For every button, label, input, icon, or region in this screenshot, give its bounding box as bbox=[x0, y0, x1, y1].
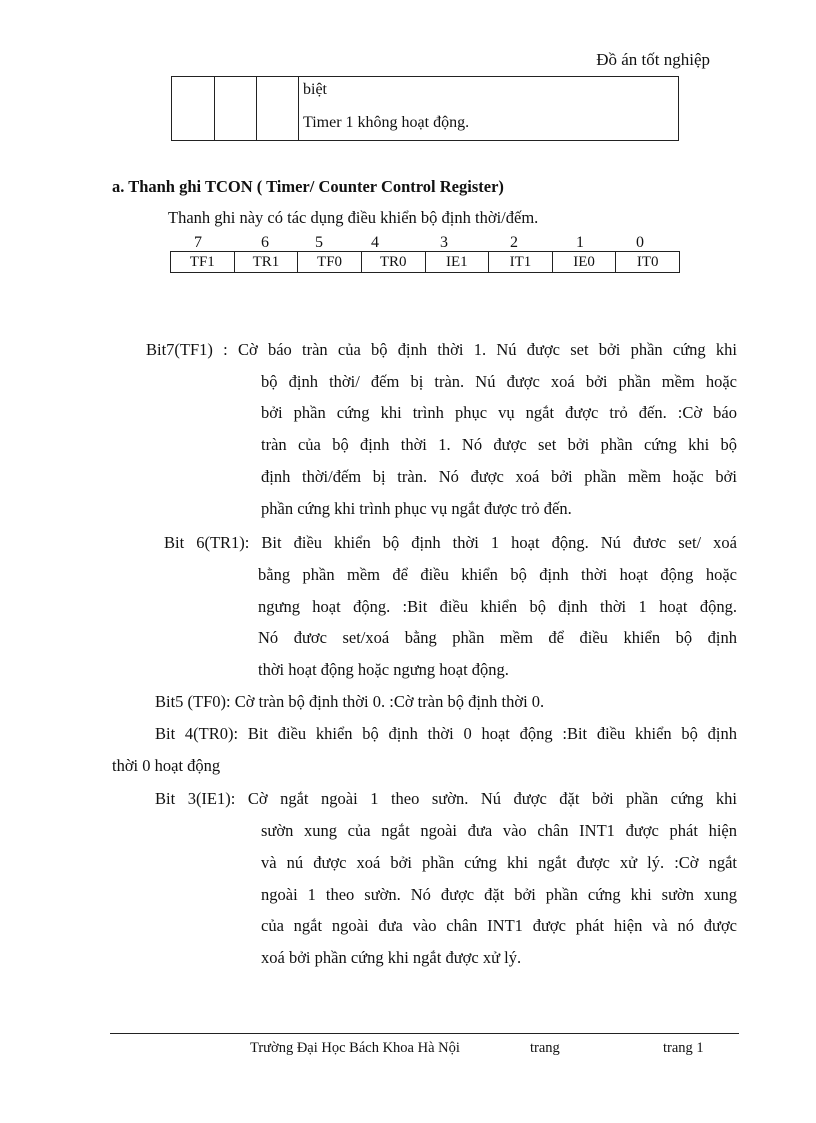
table-cell bbox=[256, 77, 299, 140]
bit-tf1-line: phần cứng khi trình phục vụ ngắt được trỏ đến. bbox=[261, 499, 572, 518]
bit-ie1-line: của ngắt ngoài đưa vào chân INT1 được phát hiện và nó được bbox=[261, 916, 737, 935]
bit-number: 5 bbox=[315, 234, 323, 251]
bit-tr1-line: Nó đươc set/xoá bằng phần mềm để điều khiển bộ định bbox=[258, 628, 737, 647]
register-cell-it1: IT1 bbox=[489, 251, 553, 272]
bit-tr1-line: thời hoạt động hoặc ngưng hoạt động. bbox=[258, 660, 509, 679]
continued-table bbox=[171, 76, 679, 141]
footer-page-number: trang 1 bbox=[663, 1040, 704, 1056]
bit-ie1-line: xoá bởi phần cứng khi ngắt được xử lý. bbox=[261, 948, 522, 967]
bit-number: 4 bbox=[371, 234, 379, 251]
footer-page-label: trang bbox=[530, 1040, 560, 1056]
register-cell-ie0: IE0 bbox=[553, 251, 617, 272]
bit-tr1-line: Bit 6(TR1): Bit điều khiển bộ định thời 1 hoạt động. Nú đươc set/ xoá bbox=[164, 533, 737, 552]
bit-tf0-line: Bit5 (TF0): Cờ tràn bộ định thời 0. :Cờ tràn bộ định thời 0. bbox=[155, 692, 545, 711]
bit-ie1-line: ngoài 1 theo sườn. Nó được đặt bởi phần cứng khi sườn xung bbox=[261, 885, 737, 904]
bit-number: 7 bbox=[194, 234, 202, 251]
table-cell bbox=[214, 77, 257, 140]
register-cell-tf0: TF0 bbox=[298, 251, 362, 272]
bit-tf1-line: tràn của bộ định thời 1. Nó được set bởi phần cứng khi bộ bbox=[261, 435, 737, 454]
intro-paragraph: Thanh ghi này có tác dụng điều khiển bộ định thời/đếm. bbox=[168, 208, 539, 227]
register-cell-tf1: TF1 bbox=[171, 251, 235, 272]
bit-number: 3 bbox=[440, 234, 448, 251]
table-cell bbox=[172, 77, 215, 140]
section-heading: a. Thanh ghi TCON ( Timer/ Counter Control Register) bbox=[112, 177, 504, 196]
bit-tf1-line: bởi phần cứng khi trình phục vụ ngắt được trỏ đến. :Cờ báo bbox=[261, 403, 737, 422]
bit-tr1-line: bằng phần mềm để điều khiển bộ định thời hoạt động hoặc bbox=[258, 565, 737, 584]
bit-ie1-line: sườn xung của ngắt ngoài đưa vào chân INT1 được phát hiện bbox=[261, 821, 737, 840]
bit-ie1-line: Bit 3(IE1): Cờ ngắt ngoài 1 theo sườn. Nú được đặt bởi phần cứng khi bbox=[155, 789, 737, 808]
register-cell-tr1: TR1 bbox=[235, 251, 299, 272]
bit-number: 0 bbox=[636, 234, 644, 251]
bit-tf1-line: bộ định thời/ đếm bị tràn. Nú được xoá bởi phần mềm hoặc bbox=[261, 372, 737, 391]
register-bit-numbers bbox=[170, 234, 680, 252]
bit-tr0-line: Bit 4(TR0): Bit điều khiển bộ định thời 0 hoạt động :Bit điều khiển bộ định bbox=[155, 724, 737, 743]
bit-number: 6 bbox=[261, 234, 269, 251]
bit-number: 1 bbox=[576, 234, 584, 251]
table-cell-text: Timer 1 không hoạt động. bbox=[303, 114, 470, 131]
bit-tf1-line: định thời/đếm bị tràn. Nó được xoá bởi phần mềm hoặc bởi bbox=[261, 467, 737, 486]
register-cell-it0: IT0 bbox=[636, 254, 659, 270]
tcon-register-table bbox=[170, 251, 680, 273]
table-cell-text: biệt bbox=[303, 81, 327, 98]
register-cell-tr0: TR0 bbox=[362, 251, 426, 272]
bit-tr1-line: ngưng hoạt động. :Bit điều khiển bộ định thời 1 hoạt động. bbox=[258, 597, 737, 616]
bit-tr0-line: thời 0 hoạt động bbox=[112, 756, 221, 775]
register-cell-ie1: IE1 bbox=[426, 251, 490, 272]
footer-school: Trường Đại Học Bách Khoa Hà Nội bbox=[250, 1040, 460, 1056]
bit-number: 2 bbox=[510, 234, 518, 251]
footer-rule bbox=[110, 1033, 739, 1034]
bit-ie1-line: và nú được xoá bởi phần cứng khi ngắt được xử lý. :Cờ ngắt bbox=[261, 853, 737, 872]
bit-tf1-line: Bit7(TF1) : Cờ báo tràn của bộ định thời 1. Nú được set bởi phần cứng khi bbox=[146, 340, 737, 359]
header-title: Đồ án tốt nghiệp bbox=[596, 50, 710, 69]
